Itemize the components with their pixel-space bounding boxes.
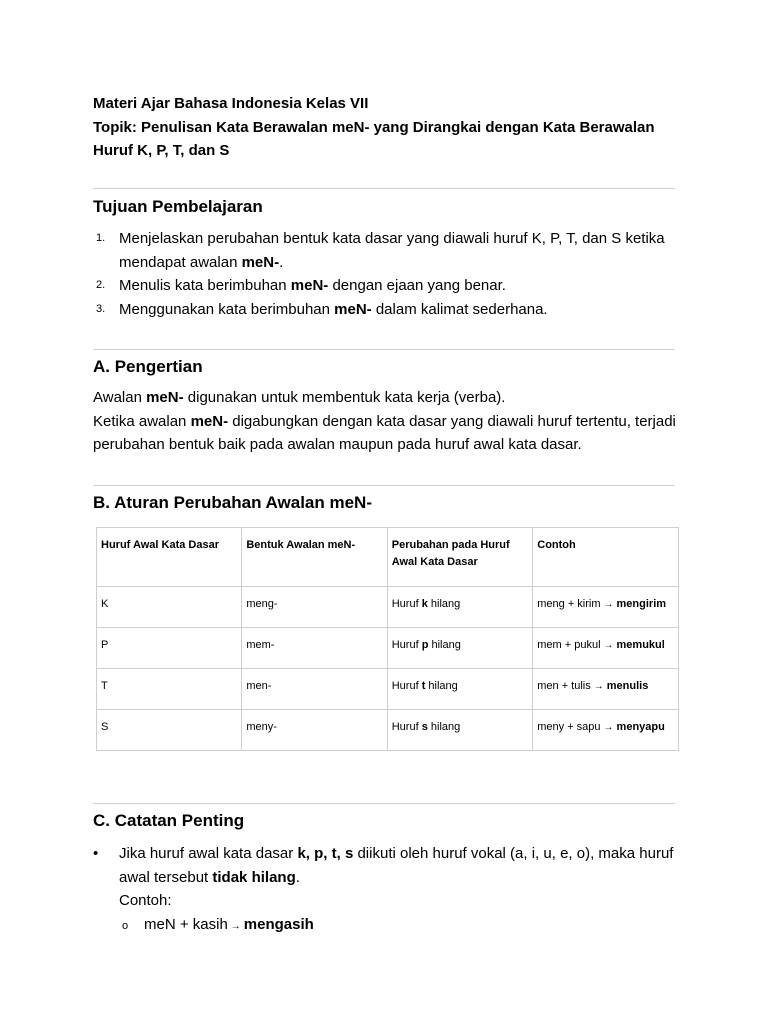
divider [93,485,675,486]
cell-huruf: T [97,669,242,710]
text: mem + pukul [537,639,601,651]
table-header-row [97,528,679,587]
cell-huruf: P [97,628,242,669]
arrow-icon: → [230,920,241,932]
text: Huruf [391,721,422,733]
header-line-3: Huruf K, P, T, dan S [93,142,230,159]
result-word: memukul [616,639,665,651]
header-line-2: Topik: Penulisan Kata Berawalan meN- yang Dirangkai dengan Kata Berawalan [93,118,655,136]
table-row [97,710,679,751]
text: . [295,868,300,886]
tujuan-item [93,227,678,274]
arrow-icon: → [593,681,604,692]
tujuan-item-bold: meN- [241,253,280,271]
bold-term: meN- [146,389,184,406]
catatan-item [93,842,678,938]
document-header [93,92,693,163]
table-row [97,628,679,669]
result-word: menulis [606,680,649,692]
list-number: 1. [96,232,106,244]
table-row [97,669,679,710]
cell-huruf: S [97,710,242,751]
text: Jika huruf awal kata dasar [119,845,298,862]
text: hilang [427,721,461,733]
tujuan-item-end: dengan ejaan yang benar. [328,277,506,294]
cell-perubahan [387,669,533,710]
contoh-label: Contoh: [119,892,172,909]
cell-contoh [533,587,679,628]
cell-bentuk: mem- [242,628,387,669]
aturan-table [96,527,679,751]
arrow-icon: → [603,599,614,610]
result-word: menyapu [616,721,665,733]
column-header: Perubahan pada Huruf Awal Kata Dasar [387,528,533,587]
result-word: mengirim [616,598,667,610]
tujuan-item-text: Menjelaskan perubahan bentuk kata dasar yang diawali huruf K, P, T, dan S ketika mendapat awalan [119,230,665,271]
cell-perubahan [387,710,533,751]
list-number: 3. [96,302,106,315]
cell-perubahan [387,628,533,669]
divider [93,188,675,189]
cell-bentuk: men- [242,669,387,710]
bold-letter: t [421,680,426,692]
bold-letters: k, p, t, s [297,845,354,862]
pengertian-line-2 [93,410,678,457]
table-row [97,587,679,628]
tujuan-item-end: dalam kalimat sederhana. [371,300,548,318]
cell-bentuk: meng- [242,587,387,628]
catatan-list [93,842,678,938]
text: meny + sapu [537,721,601,733]
contoh-text [119,916,314,933]
text: hilang [425,680,458,692]
column-header: Contoh [533,528,679,587]
tujuan-item-text: Menulis kata berimbuhan [119,277,291,294]
text: Huruf [391,639,422,651]
text: Ketika awalan [93,412,191,430]
cell-contoh [533,669,679,710]
result-word: mengasih [243,915,314,933]
contoh-item [93,913,678,939]
text: digunakan untuk membentuk kata kerja (verba). [183,389,506,406]
bold-letter: k [421,598,428,610]
pengertian-line-1 [93,386,678,410]
tujuan-item-text: Menggunakan kata berimbuhan [119,300,335,318]
catatan-heading: C. Catatan Penting [93,811,245,830]
divider [93,349,675,350]
text: hilang [427,598,461,610]
text: diikuti oleh huruf vokal (a, i, u, e, o), maka huruf awal tersebut [119,845,674,886]
circle-bullet-icon: o [122,919,129,932]
cell-bentuk: meny- [242,710,387,751]
header-line-1: Materi Ajar Bahasa Indonesia Kelas VII [93,95,369,112]
arrow-icon: → [603,722,614,733]
text: Awalan [93,389,147,406]
text: men + tulis [537,680,591,692]
text: Huruf [391,598,422,610]
cell-contoh [533,628,679,669]
tujuan-item-end: . [279,253,284,271]
bold-letter: p [421,639,429,651]
column-header: Bentuk Awalan meN- [242,528,387,587]
divider [93,803,675,804]
tujuan-list [93,227,678,321]
tujuan-heading: Tujuan Pembelajaran [93,197,263,216]
list-number: 2. [96,279,106,291]
pengertian-heading: A. Pengertian [93,357,203,376]
bold-term: meN- [190,412,229,430]
tujuan-item-bold: meN- [290,277,329,294]
pengertian-paragraph [93,386,678,457]
bold-phrase: tidak hilang [212,868,296,886]
bullet-icon: • [93,845,99,862]
contoh-sublist [119,913,678,939]
text: Huruf [391,680,422,692]
tujuan-item [93,274,678,298]
text: meN + kasih [144,915,228,933]
cell-contoh [533,710,679,751]
aturan-heading: B. Aturan Perubahan Awalan meN- [93,493,372,512]
text: digabungkan dengan kata dasar yang diawali huruf tertentu, terjadi perubahan bentuk baik pada awalan maupun pada huruf awal kata dasar. [93,412,676,453]
tujuan-item [93,298,678,322]
cell-perubahan [387,587,533,628]
column-header: Huruf Awal Kata Dasar [97,528,242,587]
text: meng + kirim [537,598,601,610]
arrow-icon: → [603,640,614,651]
cell-huruf: K [97,587,242,628]
tujuan-item-bold: meN- [334,300,372,318]
text: hilang [428,639,461,651]
bold-letter: s [421,721,428,733]
